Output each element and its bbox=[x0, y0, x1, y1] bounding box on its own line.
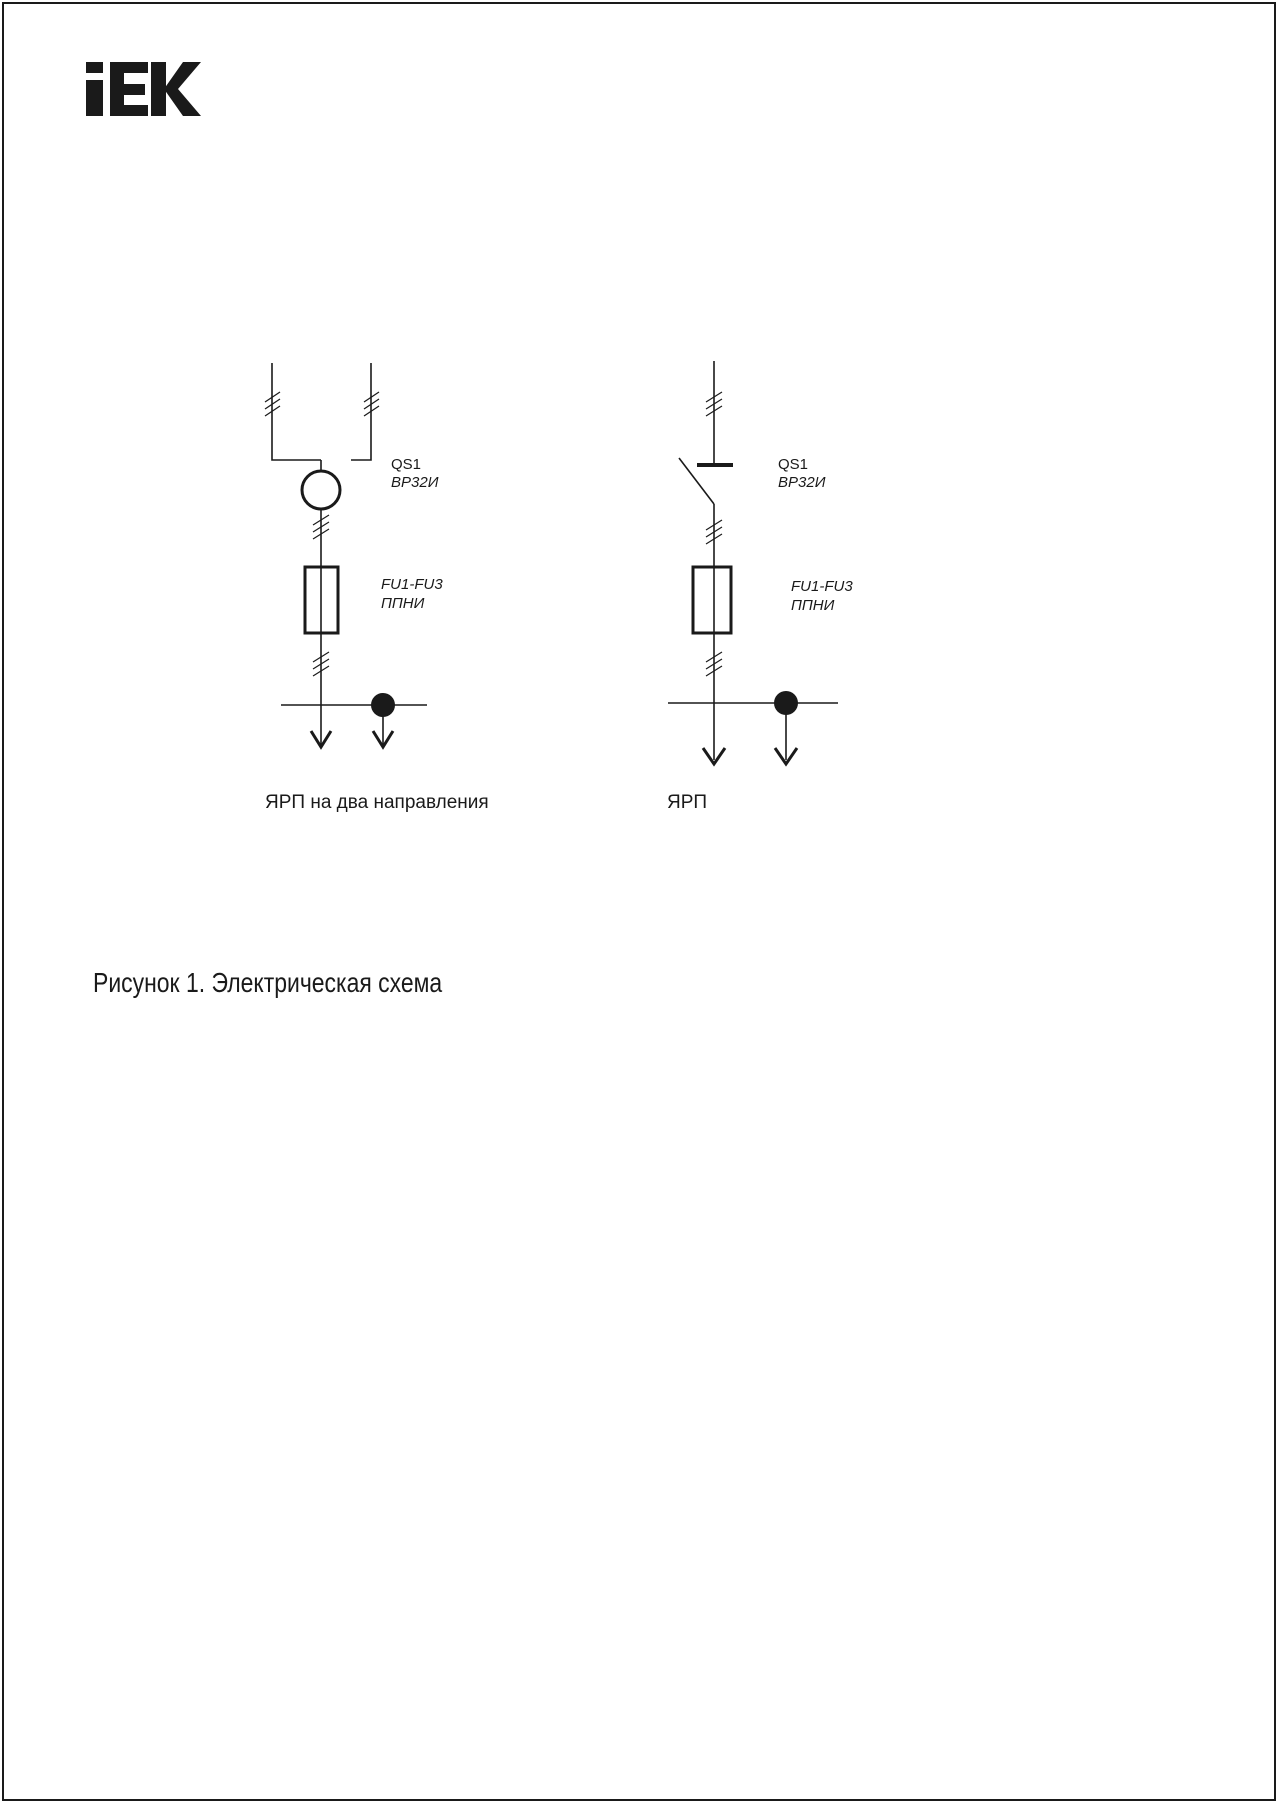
switch-label: QS1 bbox=[391, 456, 422, 473]
diagram-single bbox=[668, 361, 838, 764]
diagram-caption: ЯРП bbox=[667, 792, 708, 813]
iek-logo bbox=[86, 62, 201, 116]
fuse-label: FU1-FU3 bbox=[381, 576, 443, 593]
switch-circle-symbol bbox=[302, 471, 340, 509]
diagram-caption: ЯРП на два направления bbox=[265, 792, 489, 813]
switch-model: ВР32И bbox=[778, 474, 826, 491]
feeder-right-line bbox=[351, 363, 371, 460]
feeder-left-line bbox=[272, 363, 321, 460]
switch-label: QS1 bbox=[778, 456, 809, 473]
figure-caption: Рисунок 1. Электрическая схема bbox=[93, 967, 443, 998]
diagram-two-directions bbox=[265, 363, 427, 747]
fuse-model: ППНИ bbox=[791, 597, 835, 614]
fuse-label: FU1-FU3 bbox=[791, 578, 853, 595]
three-phase-mark bbox=[265, 392, 379, 416]
switch-model: ВР32И bbox=[391, 474, 439, 491]
fuse-symbol bbox=[693, 567, 731, 633]
fuse-model: ППНИ bbox=[381, 595, 425, 612]
